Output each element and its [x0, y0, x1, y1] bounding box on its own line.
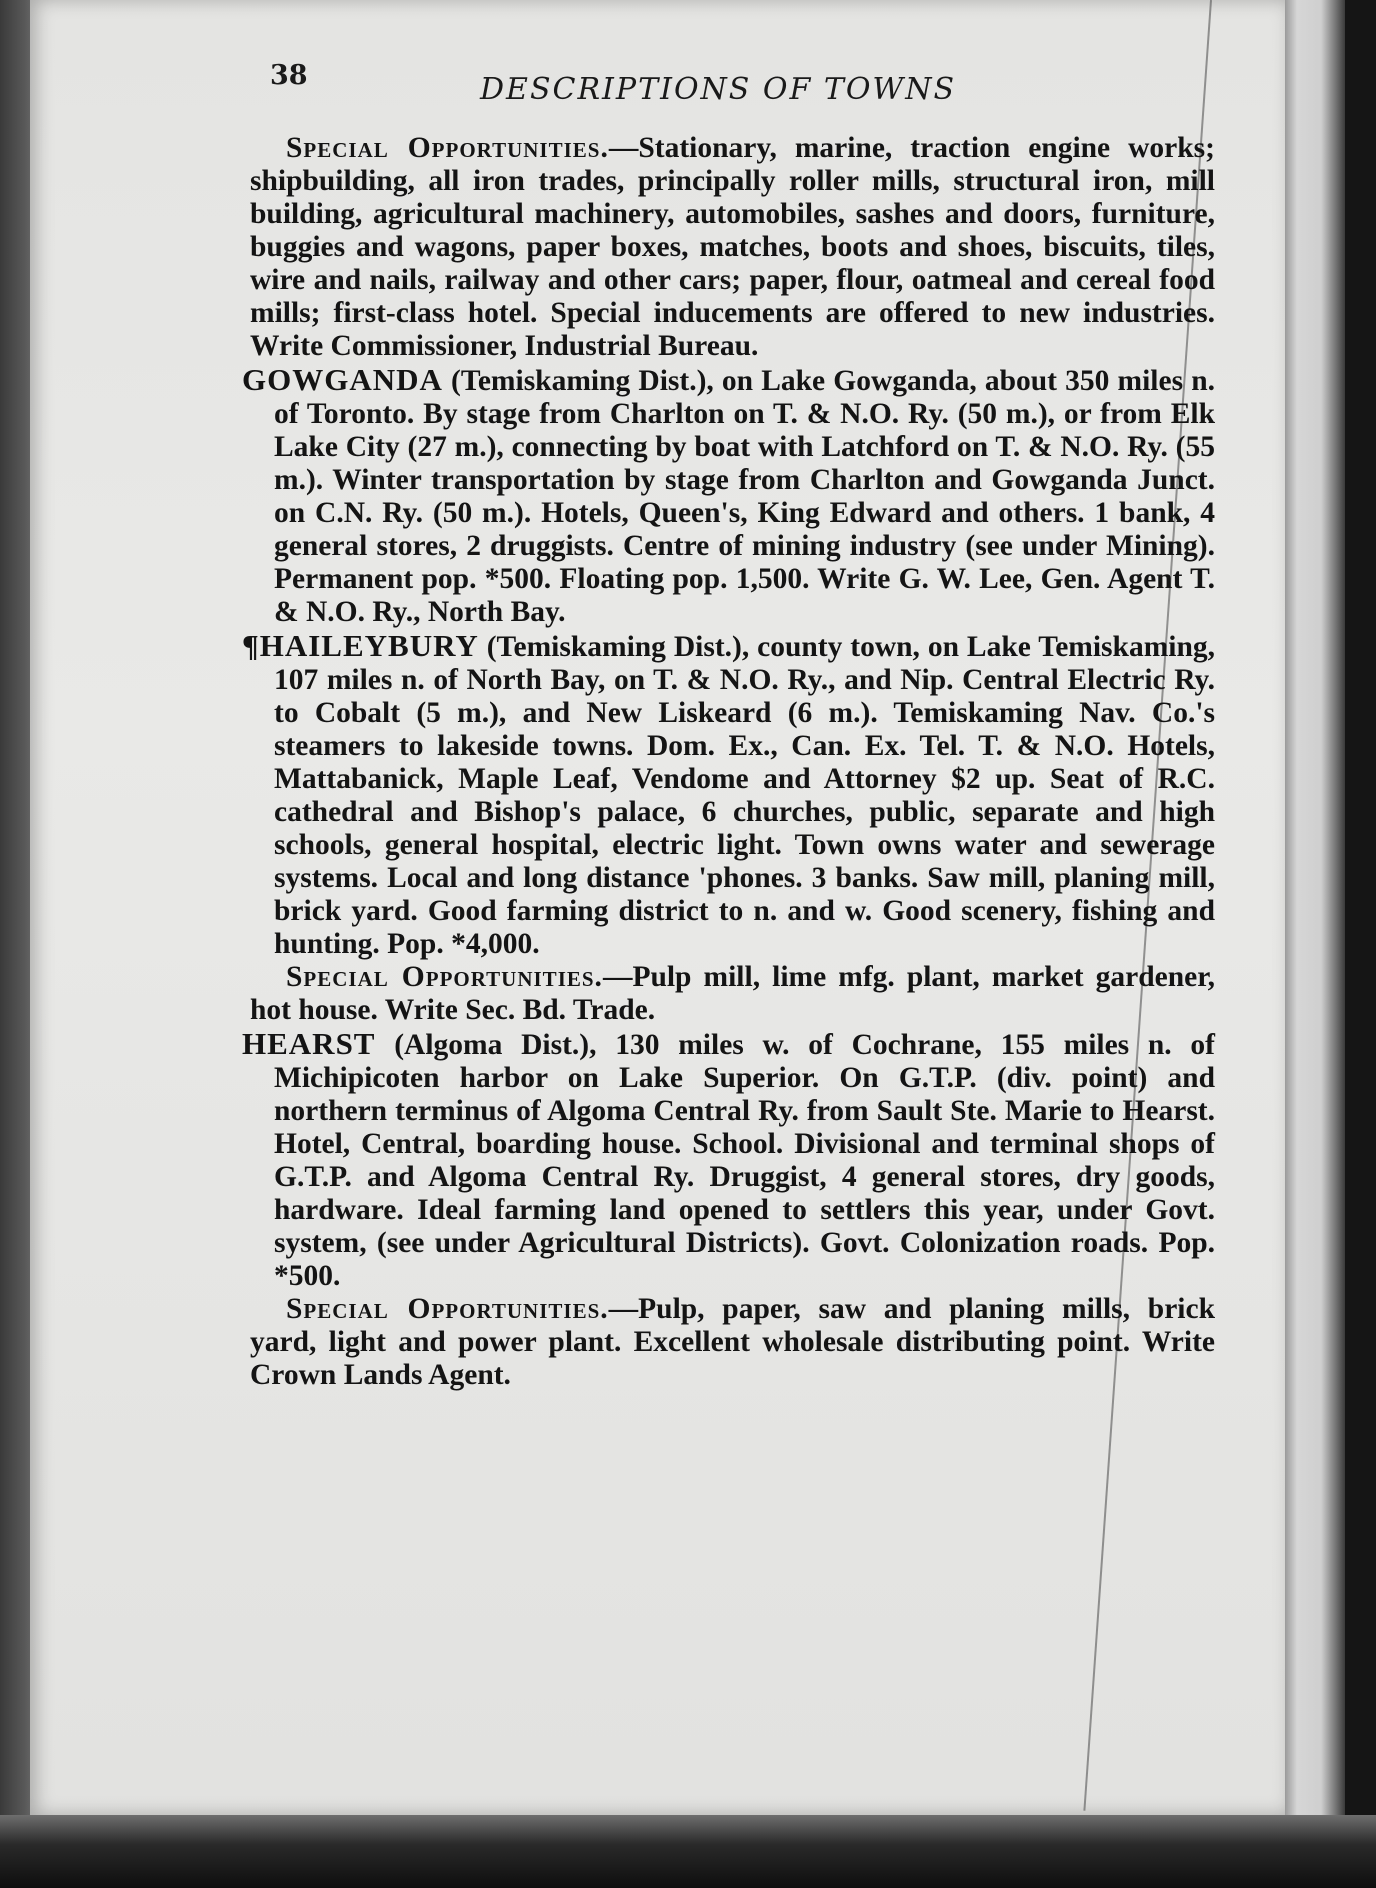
paragraph-text: —Pulp, paper, saw and planing mills, brick yard, light and power plant. Excellent wholesale distributing point. Write Crown Lands Agent. — [250, 1293, 1215, 1391]
section-label: Special Opportunities. — [286, 132, 609, 164]
special-opportunities-paragraph — [250, 1293, 1215, 1392]
page-header — [270, 60, 1030, 110]
special-opportunities-paragraph — [250, 132, 1215, 363]
entry-text: (Temiskaming Dist.), county town, on Lake Temiskaming, 107 miles n. of North Bay, on T. & N.O. Ry., and Nip. Central Electric Ry. to Cobalt (5 m.), and New Liskeard (6 m.). Temiskaming Nav. Co.'s steamers to lakeside towns. Dom. Ex., Can. Ex. Tel. T. & N.O. Hotels, Mattabanick, Maple Leaf, Vendome and Attorney $2 up. Seat of R.C. cathedral and Bishop's palace, 6 churches, public, separate and high schools, general hospital, electric light. Town owns water and sewerage systems. Local and long distance 'phones. 3 banks. Saw mill, planing mill, brick yard. Good farming district to n. and w. Good scenery, fishing and hunting. Pop. *4,000. — [274, 631, 1215, 960]
entry-text: (Algoma Dist.), 130 miles w. of Cochrane, 155 miles n. of Michipicoten harbor on Lake Superior. On G.T.P. (div. point) and northern terminus of Algoma Central Ry. from Sault Ste. Marie to Hearst. Hotel, Central, boarding house. School. Divisional and terminal shops of G.T.P. and Algoma Central Ry. Druggist, 4 general stores, dry goods, hardware. Ideal farming land opened to settlers this year, under Govt. system, (see under Agricultural Districts). Govt. Colonization roads. Pop. *500. — [274, 1029, 1215, 1292]
town-name: ¶HAILEYBURY — [242, 628, 479, 663]
special-opportunities-paragraph — [250, 961, 1215, 1027]
page-body — [242, 132, 1215, 1392]
town-entry-gowganda — [242, 363, 1215, 629]
page-bottom-edge — [0, 1815, 1376, 1888]
section-label: Special Opportunities. — [286, 961, 603, 993]
town-entry-hearst — [242, 1027, 1215, 1293]
paragraph-text: —Stationary, marine, traction engine works; shipbuilding, all iron trades, principally roller mills, structural iron, mill building, agricultural machinery, automobiles, sashes and doors, furniture, buggies and wagons, paper boxes, matches, boots and shoes, biscuits, tiles, wire and nails, railway and other cars; paper, flour, oatmeal and cereal food mills; first-class hotel. Special inducements are offered to new industries. Write Commissioner, Industrial Bureau. — [250, 132, 1215, 362]
page-number: 38 — [270, 60, 308, 91]
town-entry-haileybury — [242, 629, 1215, 961]
town-name: GOWGANDA — [242, 362, 443, 397]
town-name: HEARST — [242, 1026, 376, 1061]
entry-text: (Temiskaming Dist.), on Lake Gowganda, about 350 miles n. of Toronto. By stage from Charlton on T. & N.O. Ry. (50 m.), or from Elk Lake City (27 m.), connecting by boat with Latchford on T. & N.O. Ry. (55 m.). Winter transportation by stage from Charlton and Gowganda Junct. on C.N. Ry. (50 m.). Hotels, Queen's, King Edward and others. 1 bank, 4 general stores, 2 druggists. Centre of mining industry (see under Mining). Permanent pop. *500. Floating pop. 1,500. Write G. W. Lee, Gen. Agent T. & N.O. Ry., North Bay. — [274, 365, 1215, 628]
paragraph-text: —Pulp mill, lime mfg. plant, market gardener, hot house. Write Sec. Bd. Trade. — [250, 961, 1215, 1026]
section-label: Special Opportunities. — [286, 1293, 609, 1325]
running-head: DESCRIPTIONS OF TOWNS — [480, 72, 957, 107]
adjacent-page-edge — [1285, 0, 1345, 1840]
